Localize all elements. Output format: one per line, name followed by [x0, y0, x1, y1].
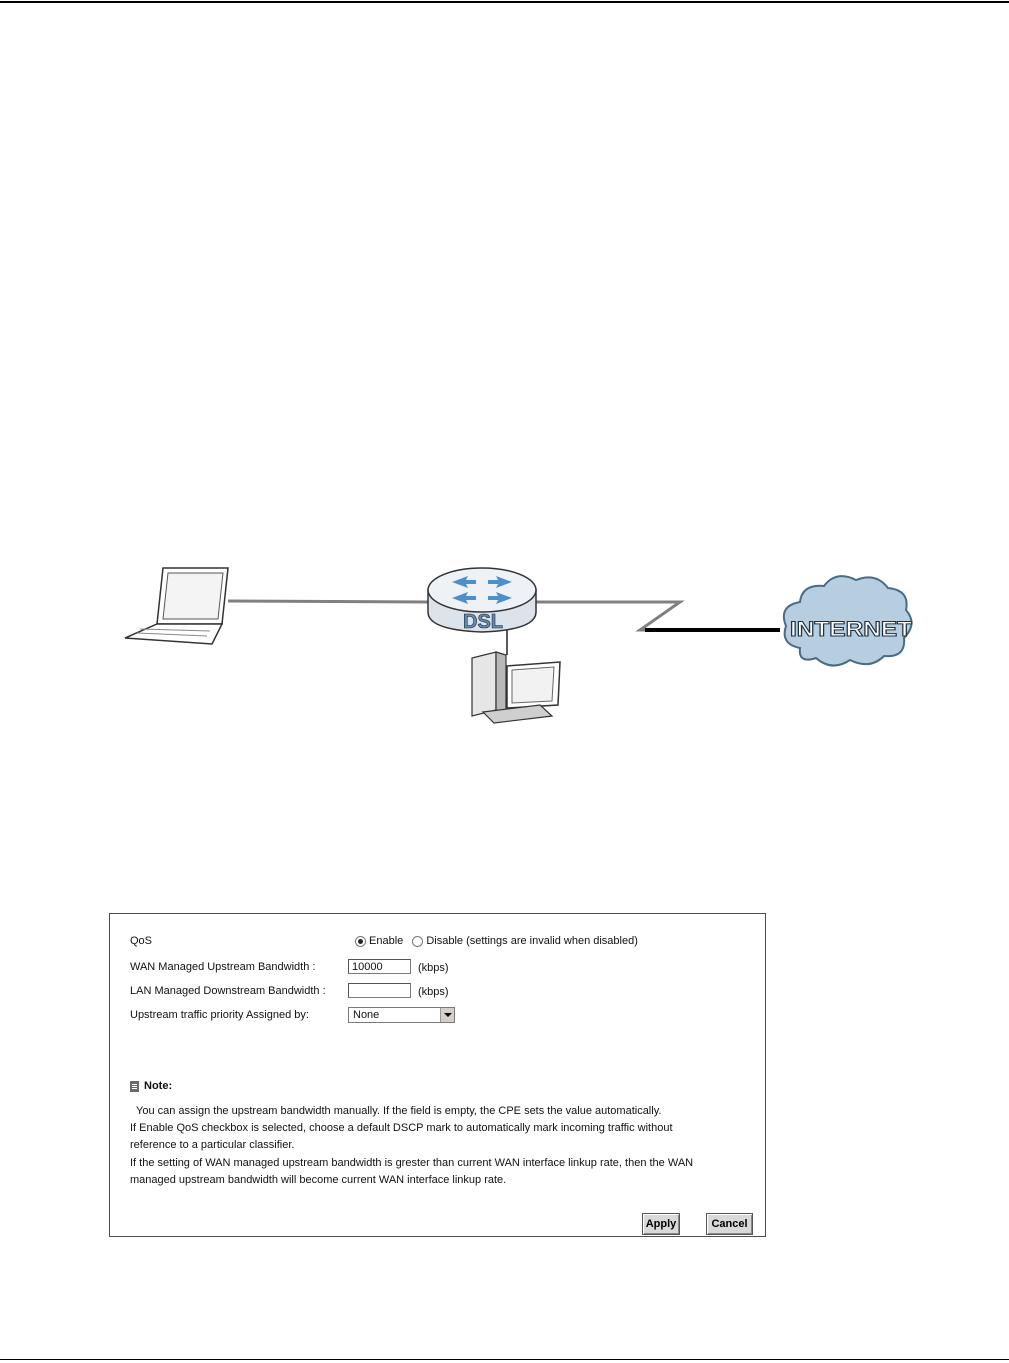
laptop-icon: [125, 568, 228, 644]
priority-select[interactable]: [348, 1007, 455, 1023]
wan-bandwidth-input[interactable]: 10000: [348, 959, 411, 974]
cloud-label: INTERNET: [790, 618, 913, 641]
note-line: reference to a particular classifier.: [130, 1139, 295, 1151]
note-line: managed upstream bandwidth will become current WAN interface linkup rate.: [130, 1174, 507, 1186]
apply-button[interactable]: Apply: [642, 1213, 680, 1235]
router-icon: [428, 568, 536, 633]
priority-label: Upstream traffic priority Assigned by:: [130, 1009, 309, 1021]
note-icon: [130, 1081, 139, 1092]
qos-settings-panel: [109, 913, 766, 1237]
laptop-router-link: [228, 601, 430, 602]
disable-radio[interactable]: [412, 936, 423, 947]
wan-bandwidth-row: [130, 958, 750, 976]
disable-label: Disable (settings are invalid when disabled): [426, 935, 638, 947]
internet-cloud-icon: [780, 572, 914, 680]
wan-bandwidth-unit: (kbps): [418, 962, 449, 974]
qos-radio-group: [355, 932, 638, 950]
desktop-pc-icon: [472, 652, 560, 723]
header-rule: [0, 1, 1009, 3]
router-label: DSL: [463, 611, 503, 633]
qos-row: [130, 932, 750, 950]
note-line: If Enable QoS checkbox is selected, choose a default DSCP mark to automatically mark incoming traffic without: [130, 1122, 673, 1134]
note-heading: [130, 1080, 172, 1092]
network-diagram: [0, 540, 1009, 740]
lan-bandwidth-unit: (kbps): [418, 986, 449, 998]
chevron-down-icon[interactable]: [440, 1008, 454, 1022]
router-internet-link: [535, 602, 790, 630]
enable-radio[interactable]: [355, 936, 366, 947]
note-title: Note:: [144, 1080, 173, 1092]
priority-row: [130, 1006, 750, 1024]
enable-label: Enable: [369, 935, 404, 947]
note-line: If the setting of WAN managed upstream bandwidth is grester than current WAN interface linkup rate, then the WAN: [130, 1157, 694, 1169]
qos-label: QoS: [130, 935, 153, 947]
priority-select-value: None: [353, 1009, 380, 1021]
note-line: You can assign the upstream bandwidth manually. If the field is empty, the CPE sets the value automatically.: [136, 1105, 662, 1117]
lan-bandwidth-input[interactable]: [348, 983, 411, 998]
cancel-button[interactable]: Cancel: [706, 1213, 753, 1235]
wan-bandwidth-label: WAN Managed Upstream Bandwidth :: [130, 961, 316, 973]
lan-bandwidth-label: LAN Managed Downstream Bandwidth :: [130, 985, 326, 997]
footer-rule: [0, 1359, 1009, 1360]
lan-bandwidth-row: [130, 982, 750, 1000]
